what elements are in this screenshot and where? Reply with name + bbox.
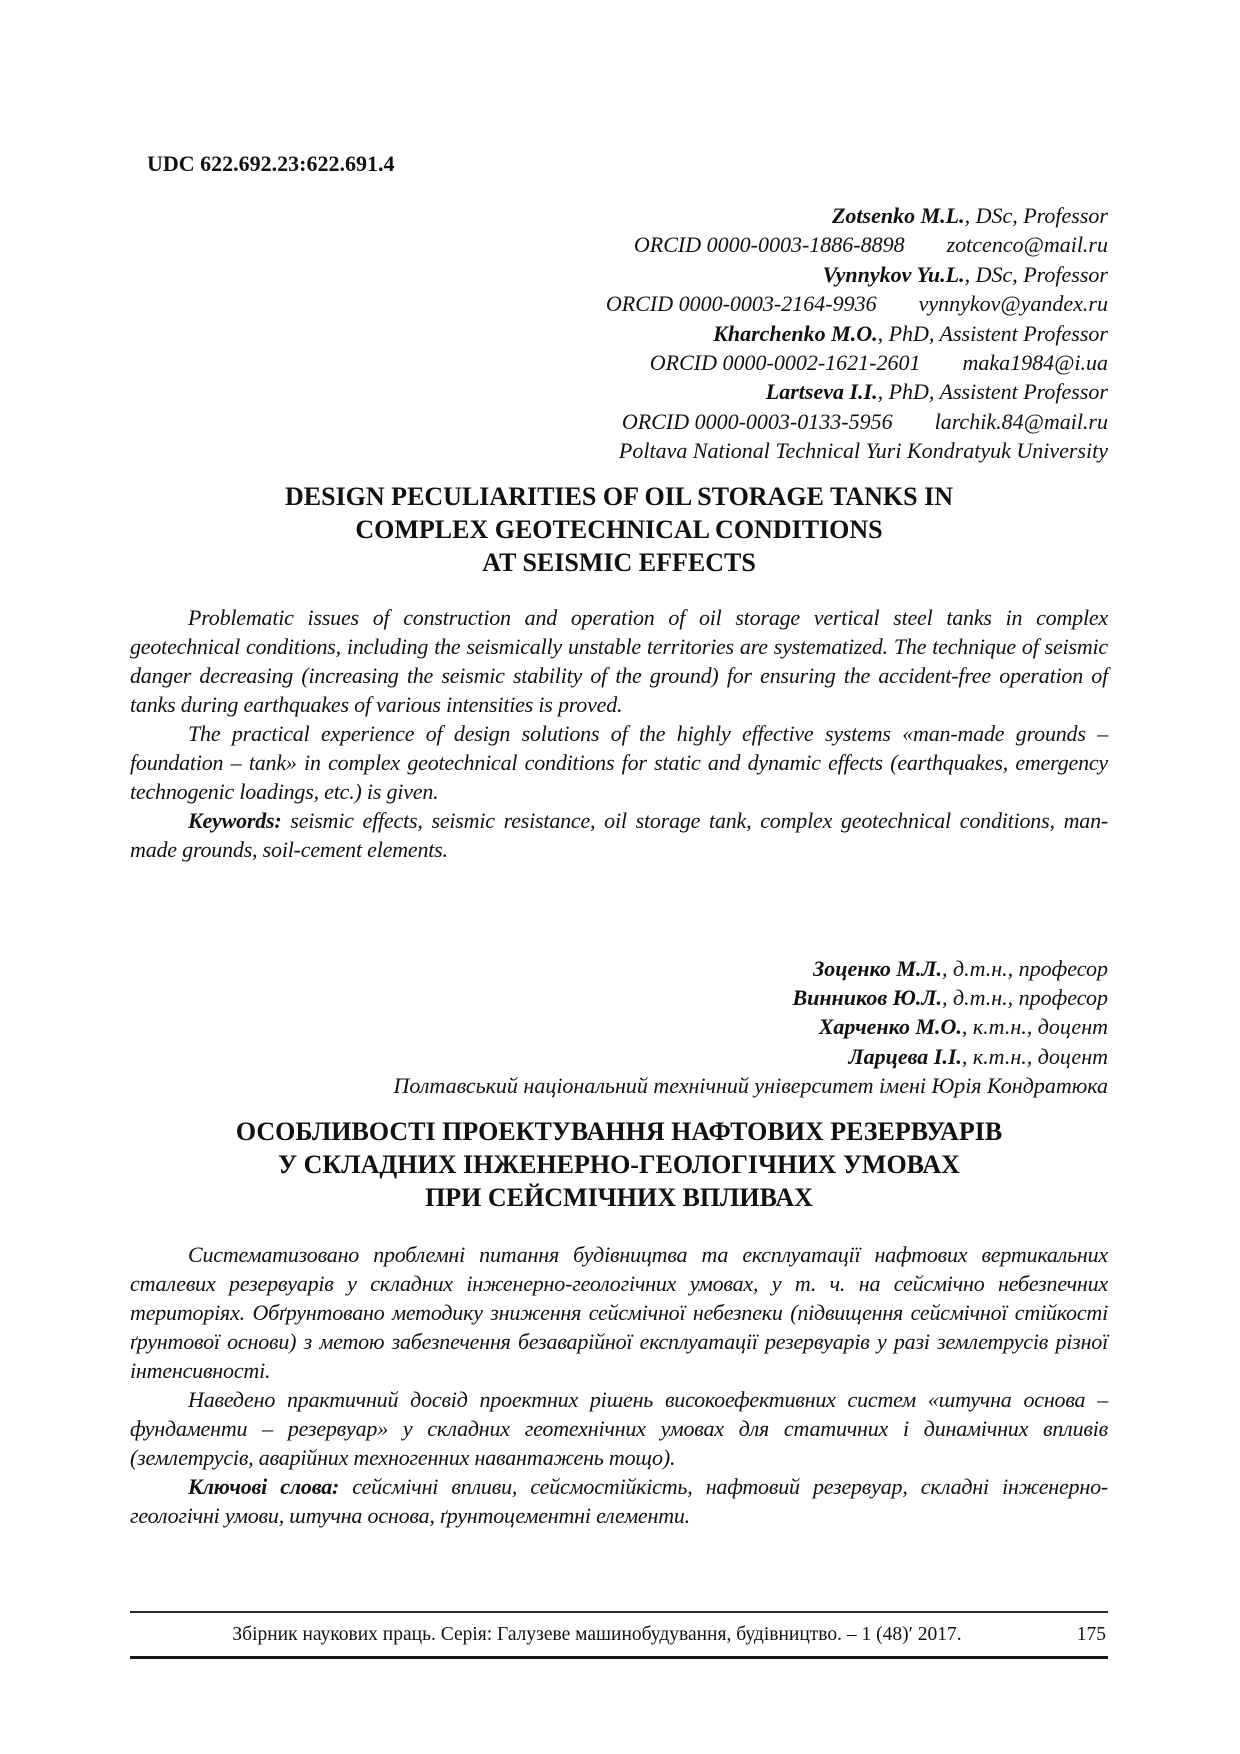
author-name: Lartseva I.I. — [765, 379, 878, 405]
author-email: larchik.84@mail.ru — [934, 408, 1108, 434]
author-orcid-line — [130, 348, 1108, 377]
author-line-en — [130, 201, 1108, 230]
author-name: Харченко М.О. — [818, 1014, 962, 1040]
keywords-text-en: seismic effects, seismic resistance, oil storage tank, complex geotechnical conditions, man-made grounds, soil-cement elements. — [130, 807, 1108, 862]
page-footer — [130, 1611, 1108, 1659]
footer-row — [130, 1613, 1108, 1656]
abstract-en-paragraph-1: Problematic issues of construction and operation of oil storage vertical steel tanks in complex geotechnical conditions, including the seismically unstable territories are systematized. The technique of seismic danger decreasing (increasing the seismic stability of the ground) for ensuring the accident-free operation of tanks during earthquakes of various intensities is proved. — [130, 604, 1108, 717]
title-ua-line1: ОСОБЛИВОСТІ ПРОЕКТУВАННЯ НАФТОВИХ РЕЗЕРВУАРІВ — [235, 1116, 1003, 1146]
title-ua-line2: У СКЛАДНИХ ІНЖЕНЕРНО-ГЕОЛОГІЧНИХ УМОВАХ — [278, 1149, 960, 1179]
abstract-en — [130, 603, 1108, 864]
author-line-ua — [130, 954, 1108, 983]
affiliation-ua: Полтавський національний технічний університет імені Юрія Кондратюка — [393, 1073, 1108, 1099]
author-role: , к.т.н., доцент — [961, 1014, 1108, 1040]
keywords-label-ua: Ключові слова: — [188, 1473, 340, 1499]
author-name: Ларцева І.І. — [848, 1043, 962, 1069]
author-line-ua — [130, 983, 1108, 1012]
author-orcid-line — [130, 407, 1108, 436]
author-email: zotcenco@mail.ru — [946, 232, 1108, 258]
abstract-en-paragraph-2: The practical experience of design solutions of the highly effective systems «man-made grounds – foundation – tank» in complex geotechnical conditions for static and dynamic effects (earthquakes, emergency technogenic loadings, etc.) is given. — [130, 720, 1108, 804]
author-role: , PhD, Assistent Professor — [877, 379, 1108, 405]
journal-citation: Збірник наукових праць. Серія: Галузеве машинобудування, будівництво. – 1 (48)′ 2017. — [232, 1623, 962, 1645]
title-en — [130, 480, 1108, 579]
authors-block-en — [130, 201, 1108, 466]
author-role: , DSc, Professor — [964, 203, 1108, 228]
author-email: vynnykov@yandex.ru — [918, 291, 1108, 317]
page-number: 175 — [1076, 1623, 1106, 1645]
author-email: maka1984@i.ua — [962, 350, 1108, 376]
author-line-ua — [130, 1042, 1108, 1071]
author-role: , DSc, Professor — [964, 261, 1108, 287]
title-en-line2: COMPLEX GEOTECHNICAL CONDITIONS — [355, 514, 883, 544]
abstract-ua-paragraph-2: Наведено практичний досвід проектних рішень високоефективних систем «штучна основа – фундаменти – резервуар» у складних геотехнічних умовах для статичних і динамічних впливів (землетрусів, аварійних техногенних навантажень тощо). — [130, 1386, 1108, 1470]
author-role: , д.т.н., професор — [941, 955, 1108, 981]
footer-rule-bottom — [130, 1656, 1108, 1659]
author-line-en — [130, 377, 1108, 406]
author-name: Kharchenko M.O. — [713, 320, 878, 346]
title-ua — [130, 1115, 1108, 1214]
affiliation-en: Poltava National Technical Yuri Kondratyuk University — [618, 438, 1108, 464]
title-ua-line3: ПРИ СЕЙСМІЧНИХ ВПЛИВАХ — [425, 1182, 813, 1212]
author-orcid: ORCID 0000-0002-1621-2601 — [649, 350, 921, 376]
keywords-text-ua: сейсмічні впливи, сейсмостійкість, нафтовий резервуар, складні інженерно-геологічні умови, штучна основа, ґрунтоцементні елементи. — [130, 1473, 1108, 1528]
author-name: Винников Ю.Л. — [792, 985, 942, 1011]
author-orcid-line — [130, 289, 1108, 318]
author-line-en — [130, 260, 1108, 289]
abstract-en-keywords — [130, 806, 1108, 864]
author-line-ua — [130, 1012, 1108, 1041]
author-line-en — [130, 319, 1108, 348]
author-name: Zotsenko M.L. — [831, 203, 965, 228]
udc-code: UDC 622.692.23:622.691.4 — [147, 151, 395, 176]
author-role: , к.т.н., доцент — [961, 1043, 1108, 1069]
keywords-label-en: Keywords: — [188, 807, 282, 833]
author-orcid: ORCID 0000-0003-2164-9936 — [605, 291, 877, 317]
author-name: Зоценко М.Л. — [813, 955, 942, 981]
abstract-ua-keywords — [130, 1472, 1108, 1530]
author-orcid: ORCID 0000-0003-1886-8898 — [633, 232, 905, 258]
author-orcid-line — [130, 230, 1108, 259]
author-role: , PhD, Assistent Professor — [877, 320, 1108, 346]
page-content — [130, 150, 1108, 1530]
author-name: Vynnykov Yu.L. — [822, 261, 965, 287]
authors-block-ua — [130, 954, 1108, 1101]
title-en-line3: AT SEISMIC EFFECTS — [482, 547, 756, 577]
author-role: , д.т.н., професор — [941, 985, 1108, 1011]
title-en-line1: DESIGN PECULIARITIES OF OIL STORAGE TANKS IN — [284, 481, 953, 511]
author-orcid: ORCID 0000-0003-0133-5956 — [621, 408, 893, 434]
abstract-ua-paragraph-1: Систематизовано проблемні питання будівництва та експлуатації нафтових вертикальних сталевих резервуарів у складних інженерно-геологічних умовах, у т. ч. на сейсмічно небезпечних територіях. Обґрунтовано методику зниження сейсмічної небезпеки (підвищення сейсмічної стійкості ґрунтової основи) з метою забезпечення безаварійної експлуатації резервуарів у разі землетрусів різної інтенсивності. — [130, 1241, 1108, 1383]
abstract-ua — [130, 1240, 1108, 1530]
